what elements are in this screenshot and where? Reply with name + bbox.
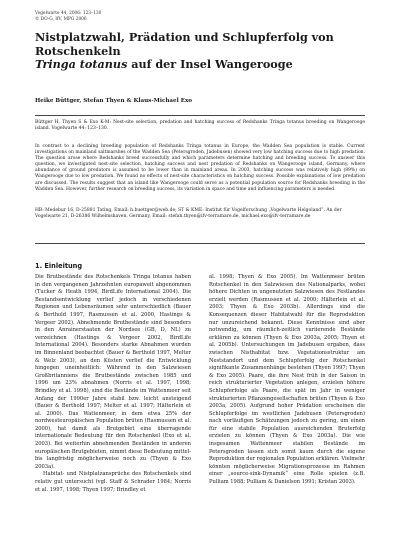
abstract: In contrast to a declining breeding population of Redshanks Tringa totanus in Europe, the Wadden Sea population is stable. Current investigations on mainland saltmarshes of the Wadden Sea (Petersgroden, Jadebusen) showed very low hatching success due to high predation. The question arose where Redshanks breed successfully and which parameters determine hatching and breeding success. To answer this question, we investigated nest-site selection, hatching success and nest predation of Redshanks on Wangerooge island, Germany, where abundance of ground predators is assumed to be lower than in mainland areas. In 2003, hatching success was relatively high (89%) on Wangerooge due to low predation. We found no effects of nest-site characteristics on hatching success. Possible explanations of low predation are discussed. The results suggest that an island like Wangerooge could serve as a potential population source for Redshanks breeding in the Wadden Sea. However, further research on breeding success, its variation in space and time and influencing parameters is needed. <box>35 144 365 192</box>
journal-volume: Vogelwarte 44, 2006: 123–130 <box>35 11 102 16</box>
divider-bottom <box>35 243 365 244</box>
author-list: Heike Büttger, Stefan Thyen & Klaus-Michael Exo <box>35 98 193 104</box>
journal-copyright: © DO-G, IfV, MPG 2006 <box>35 17 87 22</box>
title-line-2-rest: auf der Insel Wangerooge <box>127 57 293 71</box>
right-column <box>209 274 365 487</box>
section-heading: 1. Einleitung <box>35 262 83 270</box>
left-paragraph-2: Habitat- und Nistplatzansprüche des Rotschenkels sind relativ gut untersucht (vgl. Staff & Schrader 1984; Norris et al. 1997, 1998; Thyen 1997; Brindley et <box>35 471 191 493</box>
divider-top <box>35 115 365 116</box>
title-species: Tringa totanus <box>35 57 128 71</box>
right-paragraph-1: al. 1998; Thyen & Exo 2005). Im Wattenmeer brüten Rotschenkel in den Salzwiesen des Nationalparks, wobei höhere Dichten in ungenutzten Salzwiesen des Festlandes erzielt werden (Rasmussen et al. 2000; Hälterlein et al. 2003; Thyen & Exo 2003b). Allerdings sind die Konsequenzen dieser Habitatwahl für die Reproduktion nur unzureichend bekannt. Diese Kenntnisse sind aber notwendig, um räumlich-zeitlich variierende Bestände erklären zu können (Thyen & Exo 2003a, 2005; Thyen et al. 2005b). Untersuchungen im Jadebusen ergaben, dass zwischen Nisthabitat bzw. Vegetationsstruktur am Neststandort und dem Schlupferfolg der Rotschenkel signifikante Zusammenhänge bestehen (Thyen 1997; Thyen & Exo 2005). Paare, die ihre Nest früh in der Saison in reich strukturierter Vegetation anlegen, erzielen höhere Schlupferfolge als Paare, die spät im Jahr in weniger strukturierten Pflanzengesellschaften brüten (Thyen & Exo 2003a, 2005). Aufgrund hoher Prädation erscheinen die Schlupferfolge im westlichen Jadebusen (Petersgroden) nach vorläufigen Schätzungen jedoch zu gering, um einen für eine stabile Population ausreichenden Bruterfolg erzielen zu können (Thyen & Exo 2003a). Die wie insgesamen Wattenmeer stabilen Bestände im Petersgroden lassen sich somit kaum durch die eigene Reproduktion der regionalen Population erklären. Vielmehr könnten möglicherweise Migrationsprozesse im Rahmen einer „source-sink-Dynamik“ eine Rolle spielen (z.B. Pulliam 1988; Pulliam & Danielson 1991; Kristan 2003). <box>209 274 365 486</box>
left-column <box>35 274 191 494</box>
author-address: HB: Medebur 16, D-25881 Tating, Email: h.buettger@web.de; ST & KME: Institut für Vogelforschung „Vogelwarte Helgoland“, An der Vogelwarte 21, D-26386 Wilhelmshaven, Germany, Email: stefan.thyen@ifv-terramare.de, michael.exo@ifv-terramare.de <box>35 208 342 220</box>
citation: Büttger H, Thyen S & Exo K-M: Nest-site selection, predation and hatching success of Redshanks Tringa totanus breeding on Wangerooge island. Vogelwarte 44: 123–130. <box>35 120 365 132</box>
journal-info <box>35 11 101 23</box>
title-line-1: Nistplatzwahl, Prädation und Schlupferfolg von Rotschenkeln <box>35 30 334 58</box>
left-paragraph-1: Die Brutbestände des Rotschenkels Tringa totanus haben in den vergangenen Jahrzehnten europaweit abgenommen (Tucker & Heath 1994, BirdLife International 2004). Die Bestandsentwicklung verlief jedoch in verschiedenen Regionen und Lebensräumen sehr unterschiedlich (Bauer & Berthold 1997, Rasmussen et al. 2000, Hastings & Vergeer 2002). Abnehmende Brutbestände sind besonders in den Anrainerstaaten der Nordsee (GB, D, NL) zu verzeichnen (Hastings & Vergeer 2002, BirdLife International 2004). Besonders starke Abnahmen wurden im Binnenland beobachtet (Bauer & Berthold 1997, Melter & Welz 2003), an den Küsten verlief die Entwicklung hingegen uneinheitlich: Während in den Salzwiesen Großbritanniens die Brutbestände zwischen 1985 und 1996 um 23% abnahmen (Norris et al. 1997, 1998; Brindley et al. 1998), sind die Bestände im Wattenmeer seit Anfang der 1990er Jahre stabil bzw. leicht ansteigend (Bauer & Berthold 1997; Melter et al. 1997; Hälterlein et al. 2000). Das Wattenmeer, in dem etwa 25% der nordwesteuropäischen Population brüten (Rasmussen et al. 2000), hat damit als Brutgebiet eine überragende internationale Bedeutung für den Rotschenkel (Exo et al. 2003). Bei weiterhin abnehmenden Beständen in anderen europäischen Brutgebieten, nimmt diese Bedeutung mittel- bis langfristig möglicherweise noch zu (Thyen & Exo 2003a). <box>35 274 191 470</box>
article-title <box>35 31 375 72</box>
title-line-2 <box>35 58 375 72</box>
